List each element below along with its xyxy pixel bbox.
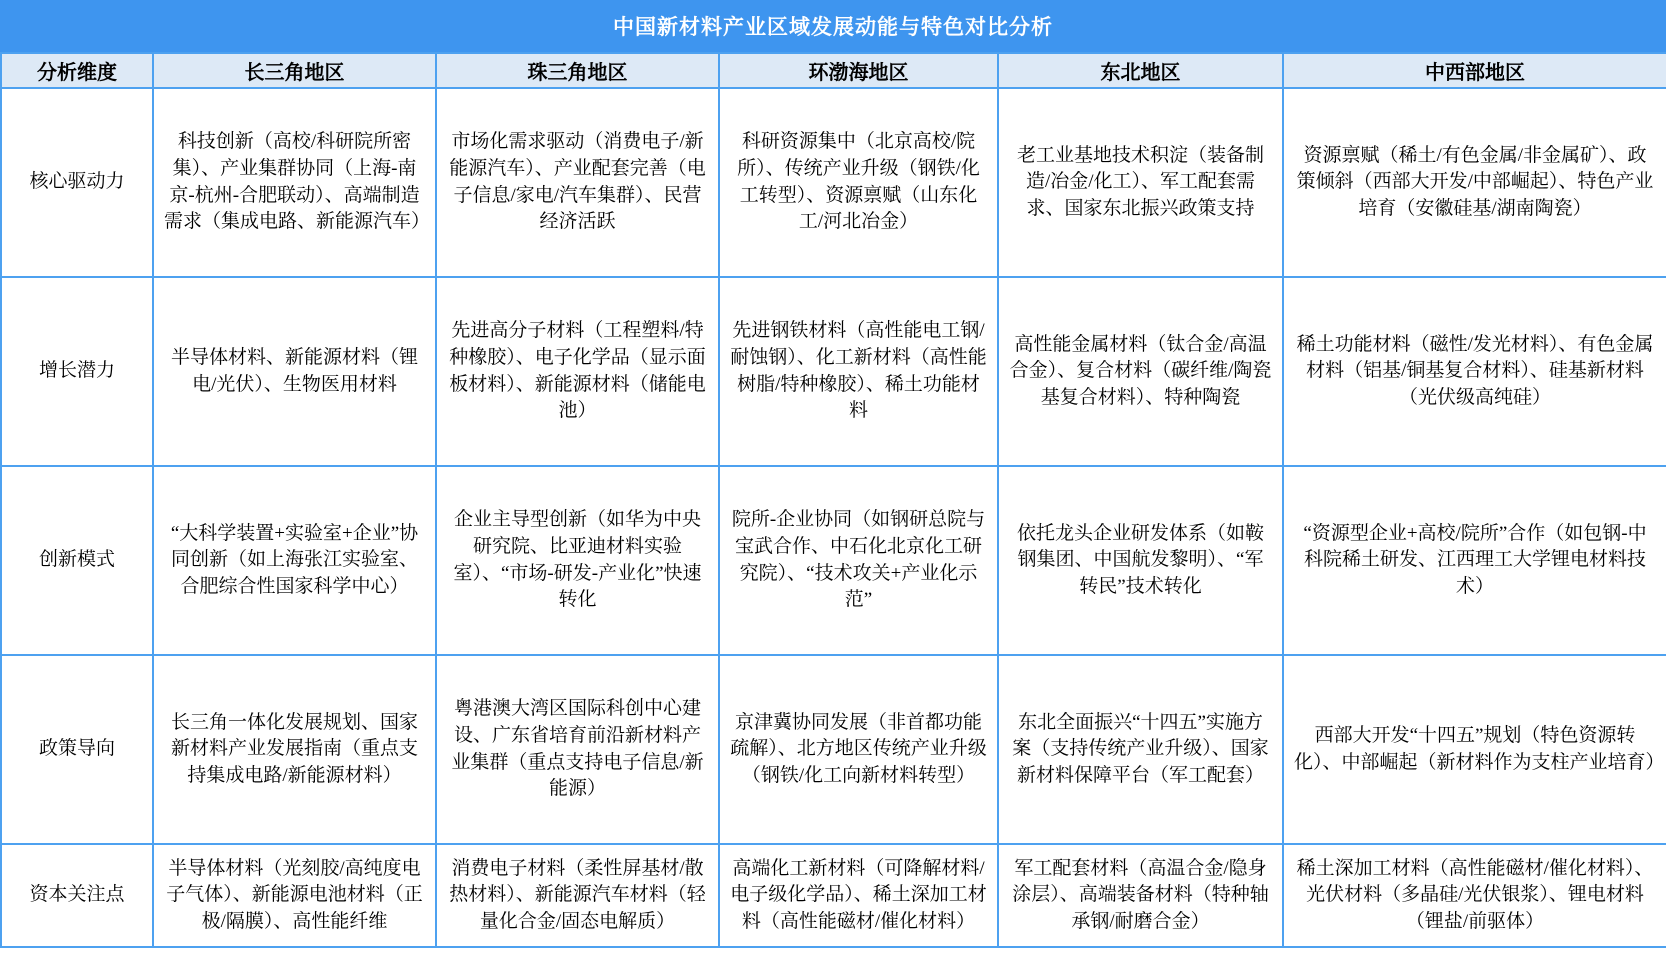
table-cell: 消费电子材料（柔性屏基材/散热材料）、新能源汽车材料（轻量化合金/固态电解质） — [436, 844, 719, 947]
table-cell: 科研资源集中（北京高校/院所）、传统产业升级（钢铁/化工转型）、资源禀赋（山东化工/河北冶金） — [719, 88, 998, 277]
table-cell: 高端化工新材料（可降解材料/电子级化学品）、稀土深加工材料（高性能磁材/催化材料） — [719, 844, 998, 947]
row-dimension-label: 创新模式 — [1, 466, 153, 655]
row-dimension-label: 政策导向 — [1, 655, 153, 844]
table-cell: 粤港澳大湾区国际科创中心建设、广东省培育前沿新材料产业集群（重点支持电子信息/新能源） — [436, 655, 719, 844]
table-cell: 长三角一体化发展规划、国家新材料产业发展指南（重点支持集成电路/新能源材料） — [153, 655, 436, 844]
table-row-capital-focus — [1, 844, 1666, 947]
table-cell: 先进高分子材料（工程塑料/特种橡胶）、电子化学品（显示面板材料）、新能源材料（储能电池） — [436, 277, 719, 466]
column-header-bohai-rim: 环渤海地区 — [719, 53, 998, 88]
table-cell: 院所-企业协同（如钢研总院与宝武合作、中石化北京化工研究院）、“技术攻关+产业化示范” — [719, 466, 998, 655]
column-header-central-west: 中西部地区 — [1283, 53, 1666, 88]
table-cell: 先进钢铁材料（高性能电工钢/耐蚀钢）、化工新材料（高性能树脂/特种橡胶）、稀土功能材料 — [719, 277, 998, 466]
table-cell: 依托龙头企业研发体系（如鞍钢集团、中国航发黎明）、“军转民”技术转化 — [998, 466, 1283, 655]
table-cell: 半导体材料（光刻胶/高纯度电子气体）、新能源电池材料（正极/隔膜）、高性能纤维 — [153, 844, 436, 947]
table-cell: 西部大开发“十四五”规划（特色资源转化）、中部崛起（新材料作为支柱产业培育） — [1283, 655, 1666, 844]
table-cell: 高性能金属材料（钛合金/高温合金）、复合材料（碳纤维/陶瓷基复合材料）、特种陶瓷 — [998, 277, 1283, 466]
header-row — [1, 53, 1666, 88]
table-row-policy-orientation — [1, 655, 1666, 844]
row-dimension-label: 增长潜力 — [1, 277, 153, 466]
table-cell: 企业主导型创新（如华为中央研究院、比亚迪材料实验室）、“市场-研发-产业化”快速转化 — [436, 466, 719, 655]
table-cell: 半导体材料、新能源材料（锂电/光伏）、生物医用材料 — [153, 277, 436, 466]
column-header-yangtze-delta: 长三角地区 — [153, 53, 436, 88]
table-cell: 市场化需求驱动（消费电子/新能源汽车）、产业配套完善（电子信息/家电/汽车集群）、民营经济活跃 — [436, 88, 719, 277]
table-row-growth-potential — [1, 277, 1666, 466]
table-cell: 资源禀赋（稀土/有色金属/非金属矿）、政策倾斜（西部大开发/中部崛起）、特色产业培育（安徽硅基/湖南陶瓷） — [1283, 88, 1666, 277]
table-cell: 科技创新（高校/科研院所密集）、产业集群协同（上海-南京-杭州-合肥联动）、高端制造需求（集成电路、新能源汽车） — [153, 88, 436, 277]
table-title: 中国新材料产业区域发展动能与特色对比分析 — [0, 0, 1666, 52]
row-dimension-label: 资本关注点 — [1, 844, 153, 947]
table-cell: 稀土功能材料（磁性/发光材料）、有色金属材料（铝基/铜基复合材料）、硅基新材料（光伏级高纯硅） — [1283, 277, 1666, 466]
row-dimension-label: 核心驱动力 — [1, 88, 153, 277]
column-header-pearl-delta: 珠三角地区 — [436, 53, 719, 88]
table-cell: “大科学装置+实验室+企业”协同创新（如上海张江实验室、合肥综合性国家科学中心） — [153, 466, 436, 655]
table-row-core-drivers — [1, 88, 1666, 277]
table-row-innovation-model — [1, 466, 1666, 655]
table-cell: 老工业基地技术积淀（装备制造/冶金/化工）、军工配套需求、国家东北振兴政策支持 — [998, 88, 1283, 277]
table-cell: “资源型企业+高校/院所”合作（如包钢-中科院稀土研发、江西理工大学锂电材料技术） — [1283, 466, 1666, 655]
table-cell: 稀土深加工材料（高性能磁材/催化材料）、光伏材料（多晶硅/光伏银浆）、锂电材料（锂盐/前驱体） — [1283, 844, 1666, 947]
table-cell: 军工配套材料（高温合金/隐身涂层）、高端装备材料（特种轴承钢/耐磨合金） — [998, 844, 1283, 947]
column-header-dimension: 分析维度 — [1, 53, 153, 88]
column-header-northeast: 东北地区 — [998, 53, 1283, 88]
table-cell: 东北全面振兴“十四五”实施方案（支持传统产业升级）、国家新材料保障平台（军工配套） — [998, 655, 1283, 844]
region-comparison-table — [0, 52, 1666, 948]
table-cell: 京津冀协同发展（非首都功能疏解）、北方地区传统产业升级（钢铁/化工向新材料转型） — [719, 655, 998, 844]
